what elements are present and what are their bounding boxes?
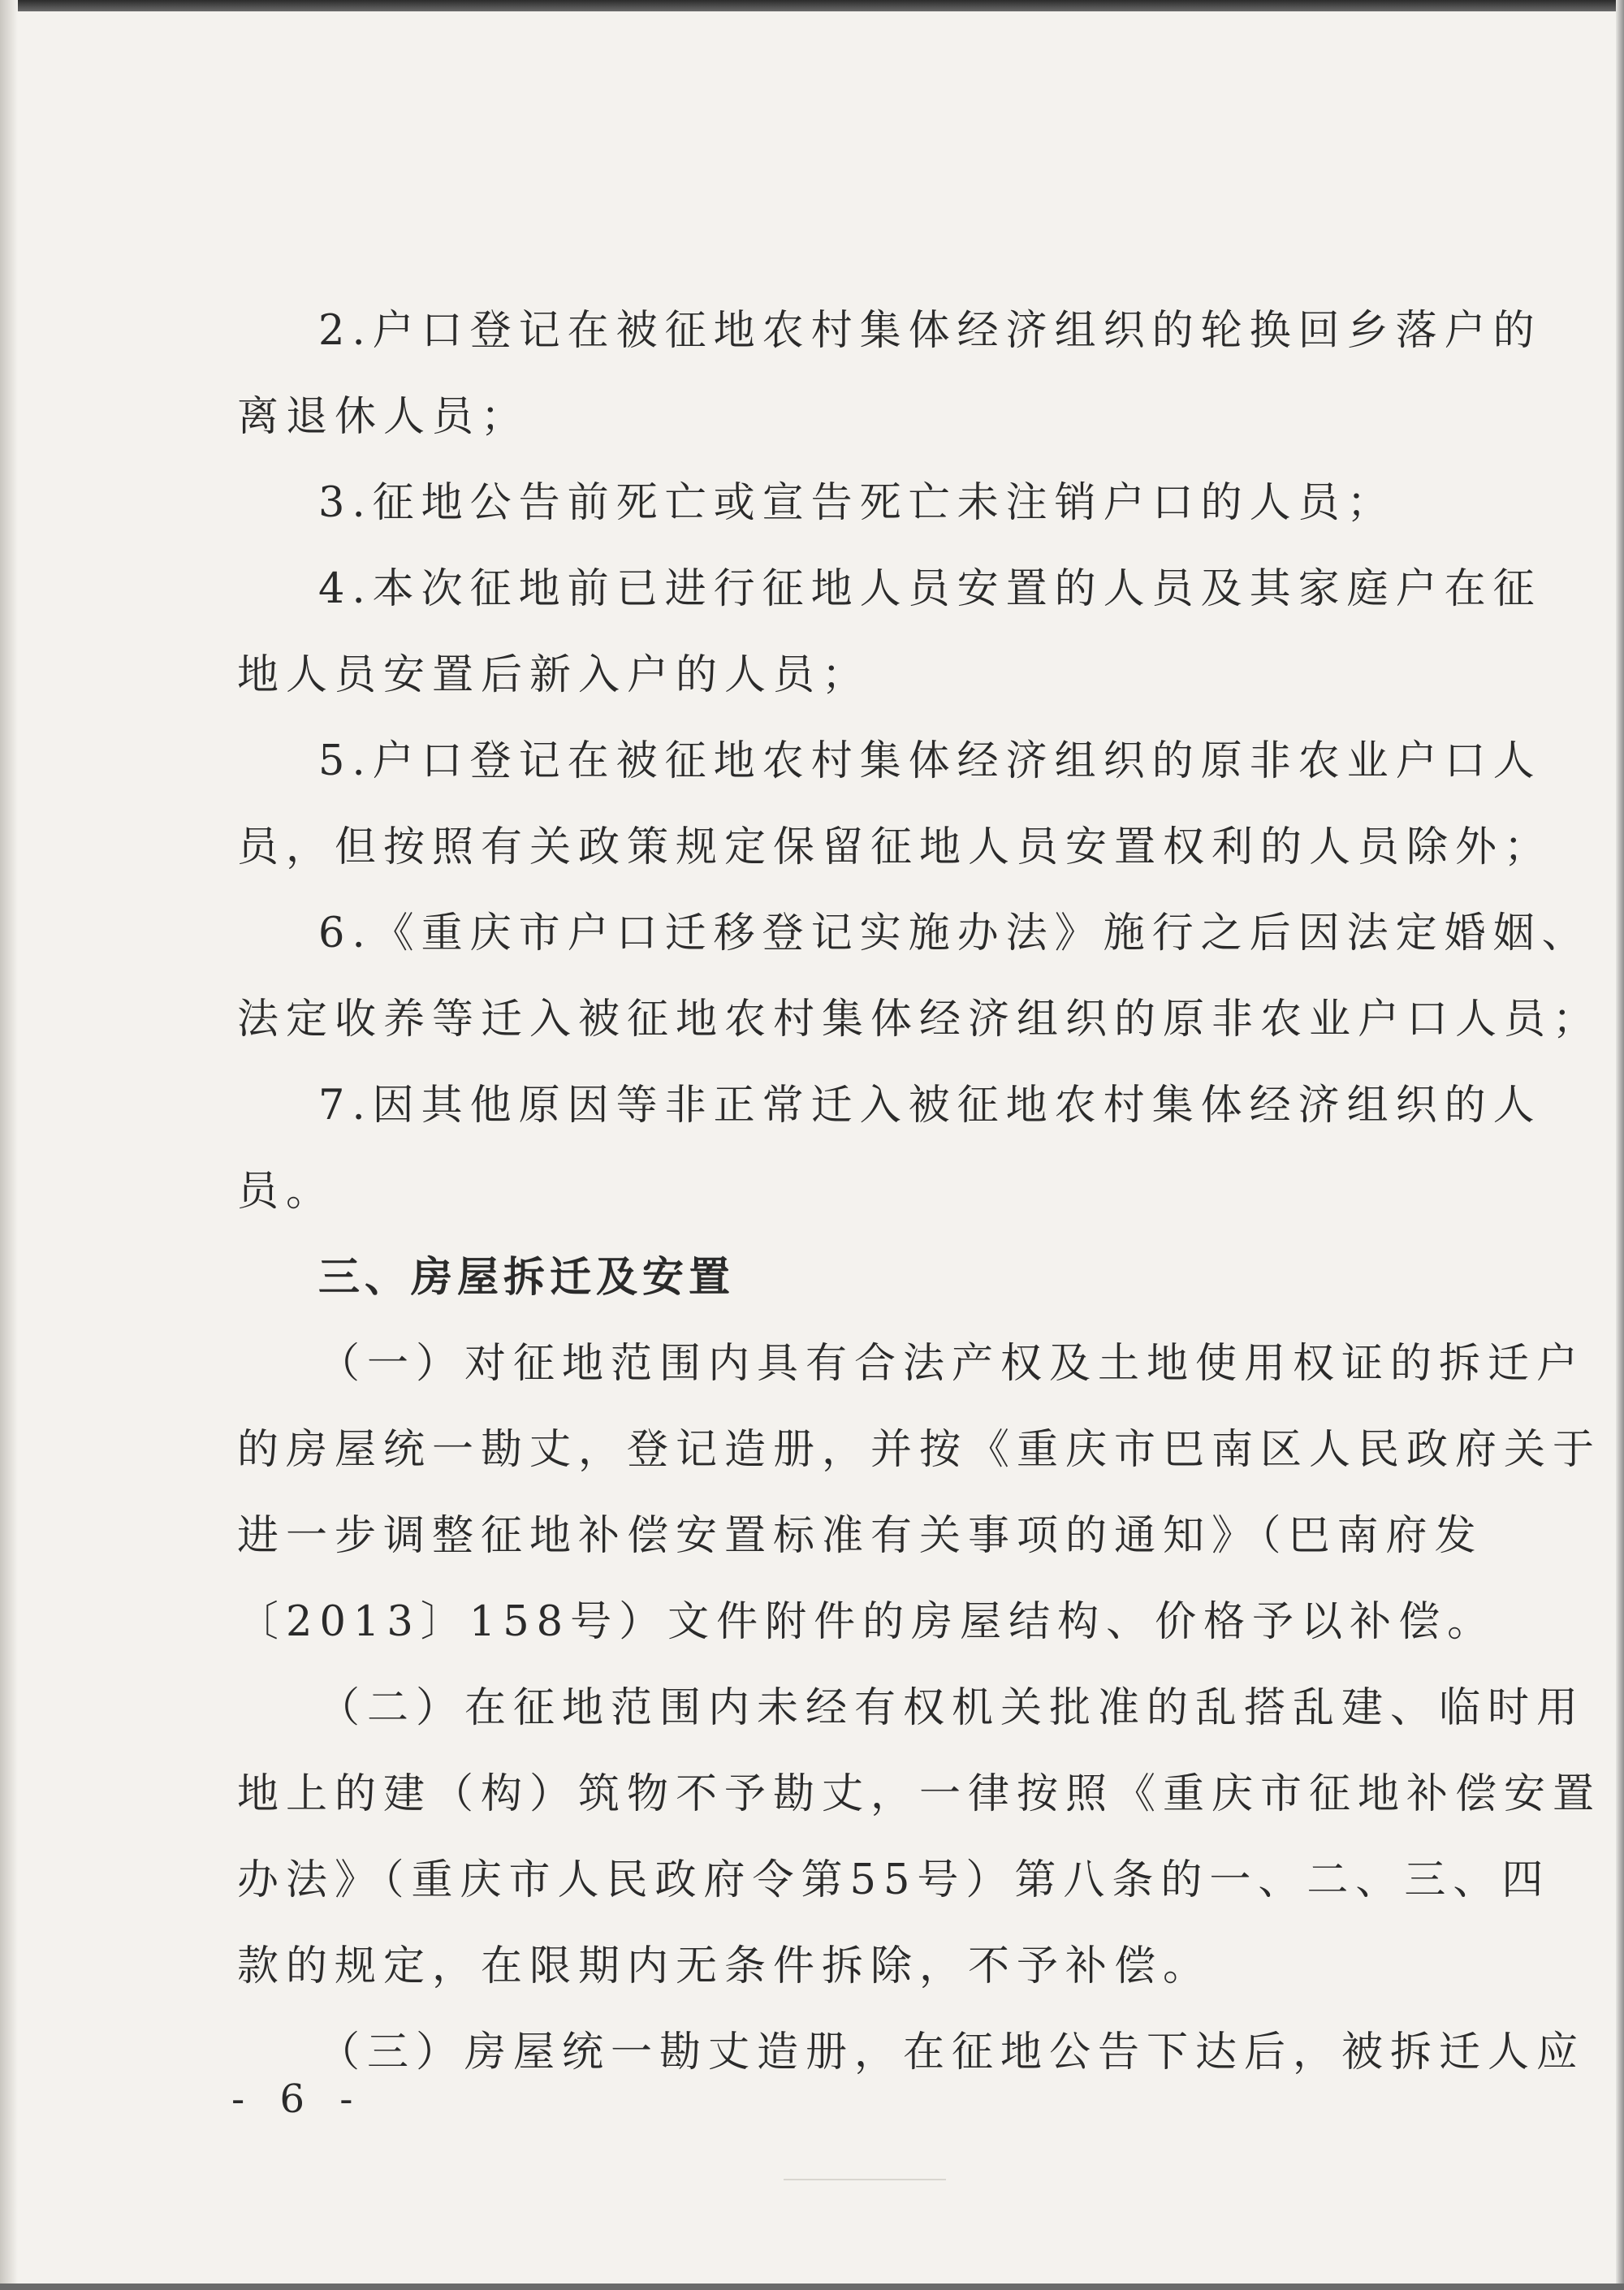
faint-rule — [784, 2179, 946, 2180]
text-line: 员。 — [237, 1168, 335, 1216]
text-line: （三）房屋统一勘丈造册，在征地公告下达后，被拆迁人应 — [318, 2029, 1586, 2076]
text-line: 的房屋统一勘丈，登记造册，并按《重庆市巴南区人民政府关于 — [237, 1426, 1602, 1474]
text-line: （一）对征地范围内具有合法产权及土地使用权证的拆迁户 — [318, 1340, 1586, 1388]
text-line: 2.户口登记在被征地农村集体经济组织的轮换回乡落户的 — [318, 307, 1542, 355]
text-line: 5.户口登记在被征地农村集体经济组织的原非农业户口人 — [318, 737, 1542, 785]
text-line: 员，但按照有关政策规定保留征地人员安置权利的人员除外； — [237, 823, 1553, 871]
text-line: 〔2013〕158号）文件附件的房屋结构、价格予以补偿。 — [237, 1598, 1497, 1646]
scan-border-left — [0, 0, 18, 2290]
page-number: - 6 - — [231, 2076, 365, 2122]
scan-border-right — [1616, 0, 1624, 2290]
text-line: 4.本次征地前已进行征地人员安置的人员及其家庭户在征 — [318, 565, 1542, 613]
scan-border-top — [0, 0, 1624, 11]
text-line: （二）在征地范围内未经有权机关批准的乱搭乱建、临时用 — [318, 1684, 1586, 1732]
text-line: 3.征地公告前死亡或宣告死亡未注销户口的人员； — [318, 479, 1396, 527]
text-line: 进一步调整征地补偿安置标准有关事项的通知》（巴南府发 — [237, 1512, 1484, 1560]
section-heading: 三、房屋拆迁及安置 — [318, 1254, 736, 1302]
text-line: 7.因其他原因等非正常迁入被征地农村集体经济组织的人 — [318, 1082, 1542, 1130]
text-line: 法定收养等迁入被征地农村集体经济组织的原非农业户口人员； — [237, 996, 1602, 1043]
text-line: 6.《重庆市户口迁移登记实施办法》施行之后因法定婚姻、 — [318, 910, 1591, 957]
text-line: 款的规定，在限期内无条件拆除，不予补偿。 — [237, 1942, 1212, 1990]
text-line: 办法》（重庆市人民政府令第55号）第八条的一、二、三、四 — [237, 1856, 1551, 1904]
text-line: 地人员安置后新入户的人员； — [237, 651, 871, 699]
text-line: 地上的建（构）筑物不予勘丈，一律按照《重庆市征地补偿安置 — [237, 1770, 1602, 1818]
scan-border-bottom — [0, 2284, 1624, 2290]
text-line: 离退休人员； — [237, 393, 530, 441]
